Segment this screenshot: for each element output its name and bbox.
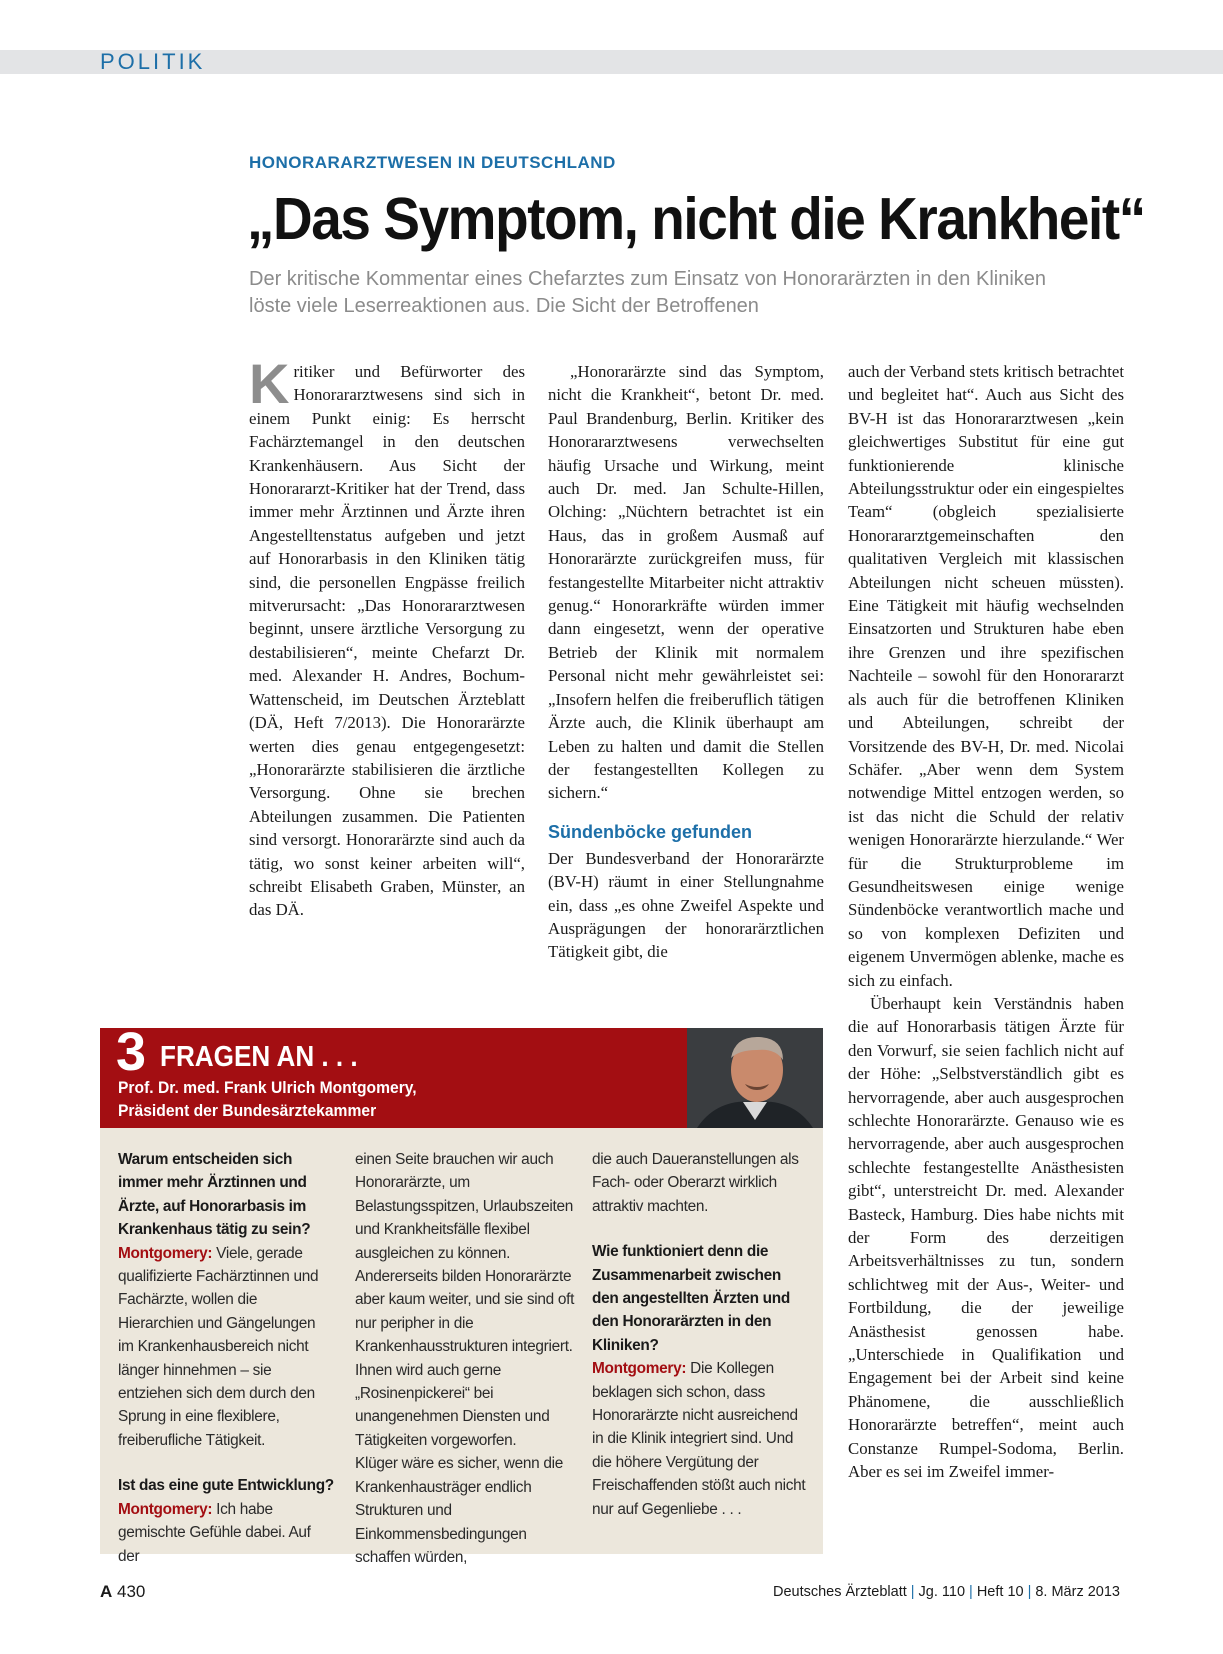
answer bbox=[118, 1242, 334, 1453]
dropcap: K bbox=[249, 352, 290, 415]
speaker-label: Montgomery: bbox=[118, 1244, 213, 1262]
article-paragraph bbox=[249, 352, 525, 922]
interview-person bbox=[118, 1076, 417, 1122]
volume: Jg. 110 bbox=[918, 1584, 966, 1600]
page-prefix: A bbox=[100, 1582, 113, 1601]
answer-text: Die Kollegen beklagen sich schon, dass Honorarärzte nicht ausreichend in die Klinik integriert sind. Und die höhere Vergütung der Freischaffenden stößt auch nicht nur auf Gegenliebe . . . bbox=[592, 1360, 806, 1518]
journal-name: Deutsches Ärzteblatt bbox=[772, 1584, 907, 1600]
section-label: POLITIK bbox=[100, 49, 206, 74]
footer-citation bbox=[773, 1584, 1120, 1600]
page-number bbox=[100, 1582, 145, 1602]
answer bbox=[118, 1498, 334, 1568]
portrait-photo bbox=[687, 1028, 823, 1128]
interview-title: FRAGEN AN . . . bbox=[160, 1041, 358, 1073]
separator: | bbox=[969, 1584, 973, 1600]
kicker: HONORARARZTWESEN IN DEUTSCHLAND bbox=[249, 153, 616, 172]
article-column-3 bbox=[848, 360, 1124, 1484]
answer-continued: die auch Daueranstellungen als Fach- oder Oberarzt wirklich attraktiv machten. bbox=[592, 1151, 799, 1215]
interview-column-1 bbox=[118, 1148, 334, 1568]
person-name: Prof. Dr. med. Frank Ulrich Montgomery, bbox=[118, 1078, 417, 1097]
article-column-2 bbox=[548, 360, 824, 964]
speaker-label: Montgomery: bbox=[592, 1360, 687, 1378]
date: 8. März 2013 bbox=[1035, 1584, 1120, 1600]
paragraph-text: ritiker und Befürworter des Honorararztwesens sind sich in einem Punkt einig: Es herrscht Fachärztemangel in den deutschen Krankenhäusern. Aus Sicht der Honorararzt-Kritiker hat der Trend, dass immer mehr Ärztinnen und Ärzte ihren Angestelltenstatus aufgeben und jetzt auf Honorarbasis in den Kliniken tätig sind, die personellen Engpässe freilich mitverursacht: „Das Honorararztwesen beginnt, unsere ärztliche Versorgung zu destabilisieren“, meinte Chefarzt Dr. med. Alexander H. Andres, Bochum-Wattenscheid, im Deutschen Ärzteblatt (DÄ, Heft 7/2013). Die Honorarärzte werten dies genau entgegengesetzt: „Honorarärzte stabilisieren die ärztliche Versorgung. Ohne sie brechen Abteilungen zusammen. Die Patienten sind versorgt. Honorarärzte sind auch da tätig, wo sonst keiner arbeiten will“, schreibt Elisabeth Graben, Münster, an das DÄ. bbox=[249, 362, 525, 920]
article-paragraph: „Honorarärzte sind das Symptom, nicht die Krankheit“, betont Dr. med. Paul Brandenburg, Berlin. Kritiker des Honorararztwesens verwechselten häufig Ursache und Wirkung, meint auch Dr. med. Jan Schulte-Hillen, Olching: „Nüchtern betrachtet ist ein Haus, das in großem Ausmaß auf Honorarärzte zurückgreifen muss, für festangestellte Mitarbeiter nicht attraktiv genug.“ Honorarkräfte würden immer dann eingesetzt, wenn der operative Betrieb der Klinik mit normalem Personal nicht mehr gewährleistet sei: „Insofern helfen die freiberuflich tätigen Ärzte auch, die Klinik überhaupt am Leben zu halten und damit die Stellen der festangestellten Kollegen zu sichern.“ bbox=[548, 362, 824, 803]
headline: „Das Symptom, nicht die Krankheit“ bbox=[247, 186, 1145, 252]
interview-column-2 bbox=[355, 1148, 575, 1569]
answer-continued: Klüger wäre es sicher, wenn die Krankenhausträger endlich Strukturen und Einkommensbedingungen schaffen würden, bbox=[355, 1455, 563, 1566]
speaker-label: Montgomery: bbox=[118, 1500, 213, 1518]
answer-continued: einen Seite brauchen wir auch Honorarärzte, um Belastungsspitzen, Urlaubszeiten und Krankheitsfälle flexibel ausgleichen zu können. Andererseits bilden Honorarärzte aber kaum weiter, und sie sind oft nur peripher in die Krankenhausstrukturen integriert. Ihnen wird auch gerne „Rosinenpickerei“ bei unangenehmen Diensten und Tätigkeiten vorgeworfen. bbox=[355, 1151, 575, 1449]
person-role: Präsident der Bundesärztekammer bbox=[118, 1101, 377, 1120]
question: Ist das eine gute Entwicklung? bbox=[118, 1477, 334, 1495]
article-paragraph: auch der Verband stets kritisch betrachtet und begleitet hat“. Auch aus Sicht des BV-H ist das Honorararztwesen „kein gleichwertiges Substitut für eine gut funktionierende klinische Abteilungsstruktur oder ein eingespieltes Team“ (obgleich spezialisierte Honorararztgemeinschaften den qualitativen Vergleich mit klassischen Abteilungen nicht scheuen müssten). Eine Tätigkeit mit häufig wechselnden Einsatzorten und Strukturen habe eben ihre Grenzen und ihre spezifischen Nachteile – sowohl für den Honorararzt als auch für die betroffenen Kliniken und Abteilungen, schreibt der Vorsitzende des BV-H, Dr. med. Nicolai Schäfer. „Aber wenn dem System notwendige Mittel entzogen werden, so ist das nicht die Schuld der relativ wenigen Honorarärzte hierzulande.“ Wer für die Strukturprobleme im Gesundheitswesen einige wenige Sündenböcke verantwortlich mache und so von komplexen Defiziten und eigenem Unvermögen ablenke, mache es sich zu einfach. bbox=[848, 362, 1125, 990]
article-column-1 bbox=[249, 352, 525, 922]
answer-text: Viele, gerade qualifizierte Fachärztinnen und Fachärzte, wollen die Hierarchien und Gängelungen im Krankenhausbereich nicht länger hinnehmen – sie entziehen sich dem durch den Sprung in eine flexiblere, freiberufliche Tätigkeit. bbox=[118, 1244, 319, 1449]
issue: Heft 10 bbox=[976, 1584, 1024, 1600]
separator: | bbox=[910, 1584, 915, 1600]
article-paragraph: Der Bundesverband der Honorarärzte (BV-H) räumt in einer Stellungnahme ein, dass „es ohne Zweifel Aspekte und Ausprägungen der honorarärztlichen Tätigkeit gibt, die bbox=[548, 848, 824, 962]
answer bbox=[592, 1357, 808, 1521]
question: Wie funktioniert denn die Zusammenarbeit zwischen den angestellten Ärzten und den Honorarärzten in den Kliniken? bbox=[592, 1243, 790, 1354]
interview-number: 3 bbox=[116, 1022, 147, 1082]
question: Warum entscheiden sich immer mehr Ärztinnen und Ärzte, auf Honorarbasis im Krankenhaus tätig zu sein? bbox=[118, 1151, 311, 1239]
subline: Der kritische Kommentar eines Chefarztes zum Einsatz von Honorarärzten in den Kliniken löste viele Leserreaktionen aus. Die Sicht der Betroffenen bbox=[249, 268, 1047, 317]
page-number-value: 430 bbox=[117, 1582, 146, 1601]
article-paragraph: Überhaupt kein Verständnis haben die auf Honorarbasis tätigen Ärzte für den Vorwurf, sie seien fachlich nicht auf der Höhe: „Selbstverständlich gibt es hervorragende, aber auch ausgesprochen schlechte Honorarärzte. Genauso wie es hervorragende, aber auch ausgesprochen schlechte festangestellte Anästhesisten gibt“, unterstreicht Dr. med. Alexander Basteck, Hamburg. Dies habe nichts mit der Form des derzeitigen Arbeitsverhältnisses zu tun, sondern schlichtweg mit der Aus-, Weiter- und Fortbildung, die der jeweilige Anästhesist genossen habe. „Unterschiede in Qualifikation und Engagement bei der Arbeit sind keine Phänomene, die ausschließlich Honorarärzte betreffen“, meint auch Constanze Rumpel-Sodoma, Berlin. Aber es sei im Zweifel immer- bbox=[848, 993, 1124, 1482]
portrait-illustration bbox=[687, 1028, 823, 1128]
subheading: Sündenböcke gefunden bbox=[548, 821, 753, 842]
separator: | bbox=[1027, 1584, 1032, 1600]
interview-column-3 bbox=[592, 1148, 808, 1521]
answer-text: Ich habe gemischte Gefühle dabei. Auf der bbox=[118, 1500, 311, 1565]
